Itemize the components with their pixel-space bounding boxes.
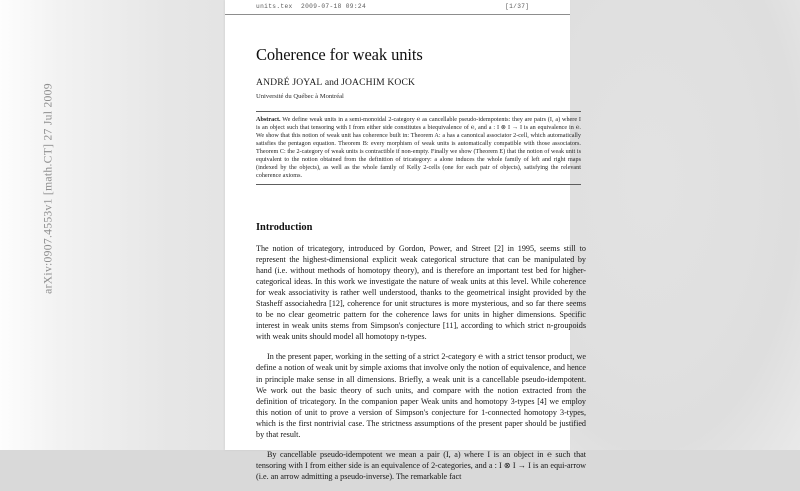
introduction-body [256,243,586,491]
abstract-label: Abstract. [256,117,281,123]
author-name-2: JOACHIM KOCK [341,77,416,88]
paper-authors [256,77,415,88]
document-page [225,0,586,481]
arxiv-identifier-stamp: arXiv:0907.4553v1 [math.CT] 27 Jul 2009 [41,83,55,294]
body-paragraph-2: In the present paper, working in the setting of a strict 2-category ℮ with a strict tensor product, we define a notion of weak unit by simple axioms that involve only the notion of equivalence, and hence in principle make sense in all dimensions. Briefly, a weak unit is a cancellable pseudo-idempotent. We work out the basic theory of such units, and compare with the notion extracted from the definition of tricategory. In the companion paper Weak units and homotopy 3-types [4] we employ this notion of unit to prove a version of Simpson's conjecture for 1-connected homotopy 3-types, which is the first nontrivial case. The strictness assumptions of the present paper should be justified by that result. [256,352,586,439]
abstract-paragraph [256,116,581,180]
paper-title: Coherence for weak units [256,45,423,64]
section-heading-introduction: Introduction [256,222,313,233]
paper-affiliation: Université du Québec à Montréal [256,93,344,100]
running-head-date: 2009-07-18 09:24 [301,3,367,10]
body-paragraph-3: By cancellable pseudo-idempotent we mean a pair (I, a) where I is an object in ℮ such that tensoring with I from either side is an equivalence of 2-categories, and a : I ⊗ I → I is an equi-arrow (i.e. an arrow admitting a pseudo-inverse). The remarkable fact [256,449,586,481]
running-head-page-counter: [1/37] [505,3,530,10]
running-head-filename: units.tex [256,3,293,10]
abstract-block [256,111,581,185]
author-name-1: ANDRÉ JOYAL [256,77,323,88]
abstract-text: We define weak units in a semi-monoidal 2-category ℮ as cancellable pseudo-idempotents: they are pairs (I, a) where I is an object such that tensoring with I from either side constitutes a biequivalence of ℮, and a : I ⊗ I → I is an equivalence in ℮. We show that this notion of weak unit has coherence built in: Theorem A: a has a canonical associator 2-cell, which automatically satisfies the pentagon equation. Theorem B: every morphism of weak units is automatically compatible with those associators. Theorem C: the 2-category of weak units is contractible if non-empty. Finally we show (Theorem E) that the notion of weak unit is equivalent to the notion obtained from the definition of tricategory: a alone induces the whole family of left and right maps (indexed by the objects), as well as the whole family of Kelly 2-cells (one for each pair of objects), satisfying the relevant coherence axioms. [256,117,581,179]
running-head [225,0,570,15]
author-conjunction: and [322,77,342,88]
body-paragraph-1: The notion of tricategory, introduced by Gordon, Power, and Street [2] in 1995, seems still to represent the highest-dimensional explicit weak categorical structure that can be manipulated by hand (i.e. without methods of homotopy theory), and is therefore an important test bed for higher-categorical ideas. In this work we investigate the nature of weak units at this level. While coherence for weak associativity is rather well understood, thanks to the geometrical insight provided by the Stasheff associahedra [12], coherence for unit structures is more mysterious, and so far there seems to be no clear geometric pattern for the coherence laws for units in higher dimensions. Specific interest in weak units stems from Simpson's conjecture [11], according to which strict n-groupoids with weak units should model all homotopy n-types. [256,244,586,342]
viewer-background-right [570,0,800,450]
